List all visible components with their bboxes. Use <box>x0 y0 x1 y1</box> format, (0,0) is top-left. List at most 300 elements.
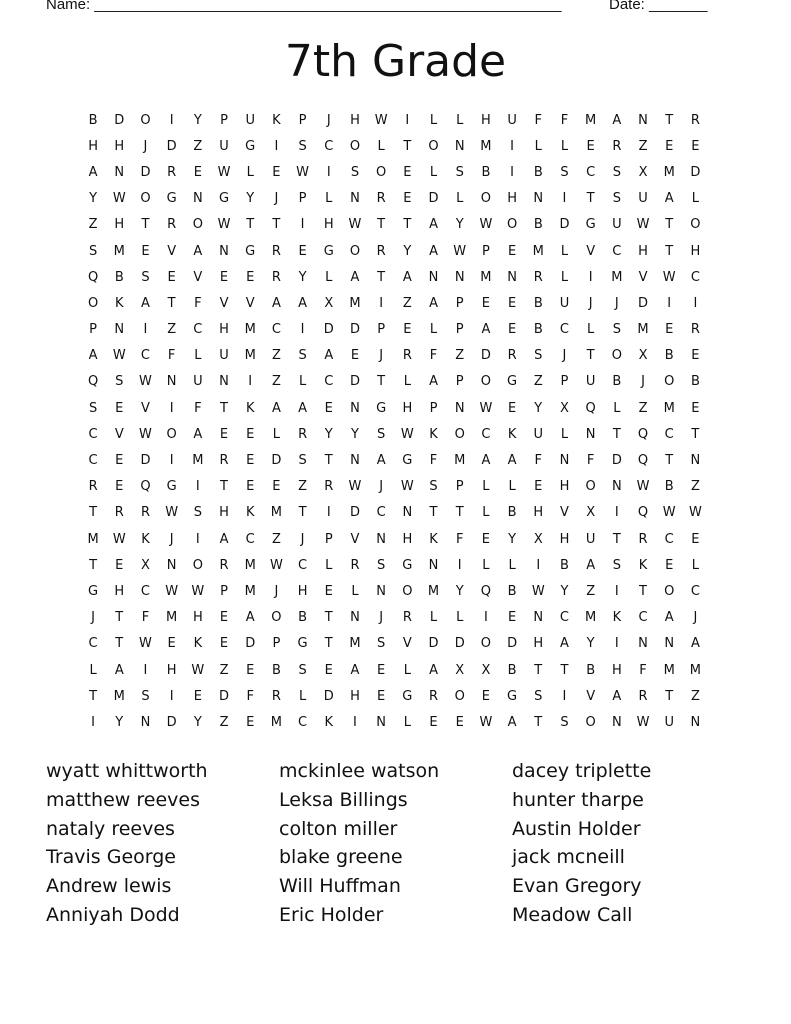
grid-letter: T <box>403 217 412 233</box>
grid-letter: N <box>664 636 675 652</box>
grid-letter: B <box>88 112 98 128</box>
grid-letter: Q <box>480 583 492 599</box>
grid-letter: T <box>324 453 333 469</box>
grid-letter: D <box>323 688 334 704</box>
grid-letter: B <box>507 583 517 599</box>
grid-letter: I <box>405 112 410 128</box>
grid-letter: T <box>220 400 228 416</box>
grid-letter: E <box>298 243 307 259</box>
grid-letter: F <box>639 662 647 678</box>
grid-letter: V <box>586 688 596 704</box>
grid-letter: K <box>638 557 648 573</box>
grid-letter: M <box>270 505 283 521</box>
grid-letter: M <box>454 453 466 469</box>
grid-letter: N <box>350 191 360 207</box>
grid-row <box>80 500 709 526</box>
grid-letter: Y <box>115 714 124 730</box>
grid-letter: N <box>114 322 125 338</box>
word-bank-item: wyatt whittworth <box>46 760 208 782</box>
grid-letter: Q <box>140 479 151 495</box>
grid-letter: B <box>533 322 543 338</box>
grid-letter: K <box>324 714 334 730</box>
grid-letter: S <box>612 557 621 573</box>
grid-letter: T <box>115 636 124 652</box>
grid-letter: R <box>612 138 622 154</box>
grid-letter: W <box>662 505 676 521</box>
grid-letter: T <box>377 269 386 285</box>
grid-letter: W <box>112 191 126 207</box>
grid-letter: P <box>272 636 281 652</box>
grid-letter: S <box>193 505 202 521</box>
grid-letter: U <box>612 217 622 233</box>
grid-letter: G <box>402 557 413 573</box>
grid-letter: B <box>507 505 517 521</box>
grid-letter: L <box>482 479 490 495</box>
grid-row <box>80 605 709 631</box>
grid-letter: D <box>559 217 570 233</box>
grid-letter: R <box>140 505 150 521</box>
grid-letter: S <box>534 688 543 704</box>
grid-letter: Z <box>193 138 203 154</box>
word-bank-item: Eric Holder <box>279 903 384 926</box>
grid-letter: E <box>507 322 517 338</box>
grid-letter: L <box>246 164 254 180</box>
grid-letter: T <box>586 348 595 364</box>
grid-row <box>80 683 709 709</box>
grid-letter: E <box>141 243 150 259</box>
grid-letter: B <box>664 348 674 364</box>
grid-letter: T <box>272 217 281 233</box>
grid-letter: T <box>691 426 700 442</box>
grid-row <box>80 526 709 552</box>
grid-letter: G <box>245 138 256 154</box>
grid-letter: K <box>272 112 281 128</box>
grid-letter: A <box>298 400 308 416</box>
grid-letter: K <box>245 505 255 521</box>
grid-letter: L <box>325 269 333 285</box>
word-bank-item: Austin Holder <box>512 817 641 840</box>
grid-letter: H <box>114 138 125 154</box>
grid-letter: Z <box>271 348 281 364</box>
grid-letter: A <box>298 295 308 311</box>
grid-letter: V <box>193 269 203 285</box>
grid-letter: L <box>482 505 490 521</box>
grid-letter: L <box>482 557 490 573</box>
grid-letter: P <box>220 583 228 599</box>
grid-letter: R <box>271 243 281 259</box>
grid-letter: R <box>402 348 412 364</box>
grid-letter: E <box>691 138 700 154</box>
grid-letter: P <box>455 479 464 495</box>
grid-letter: L <box>534 138 542 154</box>
grid-letter: F <box>586 453 595 469</box>
grid-letter: Q <box>87 374 99 390</box>
grid-letter: X <box>455 662 465 678</box>
grid-letter: D <box>271 453 282 469</box>
grid-letter: F <box>534 112 543 128</box>
grid-letter: W <box>191 662 205 678</box>
grid-letter: I <box>379 295 384 311</box>
grid-letter: E <box>403 322 412 338</box>
grid-letter: E <box>115 557 124 573</box>
grid-letter: A <box>350 269 360 285</box>
grid-letter: D <box>611 453 622 469</box>
grid-letter: S <box>377 636 386 652</box>
grid-letter: K <box>429 531 438 547</box>
grid-letter: L <box>325 557 333 573</box>
grid-letter: C <box>88 426 98 442</box>
grid-letter: Y <box>455 583 464 599</box>
grid-letter: I <box>169 400 174 416</box>
grid-letter: D <box>140 164 151 180</box>
grid-letter: W <box>165 505 179 521</box>
grid-letter: A <box>690 636 700 652</box>
grid-letter: O <box>349 138 361 154</box>
grid-letter: M <box>689 662 702 678</box>
grid-letter: I <box>483 610 488 626</box>
grid-letter: H <box>297 583 308 599</box>
grid-letter: M <box>427 583 440 599</box>
grid-letter: K <box>612 610 622 626</box>
grid-letter: E <box>219 269 229 285</box>
word-bank-column <box>46 757 279 930</box>
grid-letter: A <box>429 243 438 259</box>
grid-letter: E <box>324 583 333 599</box>
grid-letter: L <box>456 610 464 626</box>
grid-letter: Y <box>193 714 202 730</box>
grid-letter: N <box>192 191 203 207</box>
grid-letter: W <box>296 164 310 180</box>
grid-row <box>80 290 709 316</box>
grid-letter: T <box>115 610 124 626</box>
grid-letter: B <box>533 164 543 180</box>
grid-letter: O <box>428 138 439 154</box>
grid-letter: U <box>585 374 596 390</box>
grid-letter: Z <box>690 479 700 495</box>
grid-letter: V <box>219 295 229 311</box>
grid-letter: V <box>560 505 569 521</box>
grid-letter: L <box>429 164 438 180</box>
grid-letter: G <box>585 217 596 233</box>
grid-letter: G <box>402 453 413 469</box>
grid-letter: O <box>664 374 675 390</box>
grid-letter: C <box>140 348 150 364</box>
grid-letter: I <box>562 191 567 207</box>
grid-letter: N <box>454 269 465 285</box>
grid-letter: H <box>219 505 229 521</box>
grid-letter: L <box>351 583 359 599</box>
grid-letter: S <box>560 714 569 730</box>
grid-letter: H <box>114 583 125 599</box>
grid-letter: W <box>400 479 414 495</box>
grid-letter: P <box>455 322 464 338</box>
date-field-label: Date: _______ <box>609 0 708 13</box>
grid-letter: A <box>507 453 517 469</box>
grid-letter: W <box>217 164 231 180</box>
grid-letter: F <box>194 400 202 416</box>
grid-letter: Q <box>637 453 649 469</box>
grid-row <box>80 552 709 578</box>
grid-letter: A <box>193 426 203 442</box>
grid-letter: H <box>350 688 360 704</box>
grid-letter: M <box>663 662 675 678</box>
grid-letter: P <box>560 374 569 390</box>
grid-letter: S <box>377 426 386 442</box>
grid-letter: D <box>349 374 360 390</box>
grid-row <box>80 447 709 473</box>
grid-letter: Q <box>87 269 99 285</box>
grid-letter: H <box>192 610 203 626</box>
grid-letter: C <box>690 583 700 599</box>
grid-letter: J <box>379 348 384 364</box>
grid-letter: H <box>638 243 648 259</box>
grid-letter: A <box>612 688 622 704</box>
grid-letter: T <box>665 112 674 128</box>
grid-letter: H <box>88 138 98 154</box>
grid-letter: I <box>536 557 541 573</box>
grid-letter: V <box>245 295 255 311</box>
grid-letter: L <box>403 662 411 678</box>
grid-letter: S <box>141 269 150 285</box>
grid-letter: L <box>403 714 411 730</box>
grid-letter: O <box>140 191 151 207</box>
grid-letter: H <box>402 531 413 547</box>
grid-letter: C <box>88 636 98 652</box>
grid-letter: L <box>429 322 438 338</box>
grid-letter: E <box>481 295 491 311</box>
grid-letter: O <box>140 112 151 128</box>
grid-letter: D <box>638 295 649 311</box>
grid-letter: T <box>141 217 150 233</box>
grid-row <box>80 578 709 604</box>
grid-letter: P <box>298 191 307 207</box>
grid-letter: X <box>560 400 569 416</box>
grid-letter: E <box>429 714 438 730</box>
grid-letter: B <box>664 479 674 495</box>
grid-letter: S <box>429 479 438 495</box>
grid-letter: A <box>560 636 569 652</box>
grid-letter: W <box>348 479 362 495</box>
grid-letter: B <box>612 374 622 390</box>
grid-letter: H <box>323 217 334 233</box>
grid-letter: R <box>167 217 177 233</box>
grid-letter: E <box>403 164 412 180</box>
grid-letter: C <box>193 322 203 338</box>
grid-letter: C <box>638 610 648 626</box>
grid-letter: H <box>350 112 360 128</box>
grid-letter: X <box>481 662 491 678</box>
grid-letter: O <box>690 217 701 233</box>
grid-letter: Z <box>455 348 465 364</box>
grid-letter: S <box>350 164 360 180</box>
grid-letter: G <box>376 400 387 416</box>
grid-letter: I <box>457 557 462 573</box>
grid-letter: N <box>638 636 648 652</box>
grid-letter: N <box>166 557 177 573</box>
grid-letter: Z <box>638 138 648 154</box>
grid-letter: D <box>690 164 701 180</box>
grid-letter: E <box>193 688 202 704</box>
grid-letter: M <box>270 714 283 730</box>
grid-letter: N <box>533 610 544 626</box>
grid-letter: T <box>89 505 98 521</box>
grid-letter: T <box>612 426 621 442</box>
word-bank-item: Meadow Call <box>512 903 633 926</box>
grid-letter: O <box>585 479 596 495</box>
grid-letter: J <box>274 191 279 207</box>
grid-letter: E <box>481 688 491 704</box>
grid-letter: T <box>220 479 228 495</box>
grid-letter: M <box>192 453 204 469</box>
grid-letter: U <box>507 112 517 128</box>
grid-letter: N <box>638 112 648 128</box>
grid-letter: G <box>507 688 518 704</box>
grid-letter: Y <box>508 531 517 547</box>
grid-letter: I <box>693 295 698 311</box>
grid-letter: F <box>141 610 150 626</box>
grid-letter: Y <box>298 269 307 285</box>
grid-letter: P <box>220 112 228 128</box>
grid-letter: M <box>480 269 492 285</box>
grid-letter: L <box>613 400 621 416</box>
grid-letter: E <box>219 610 229 626</box>
grid-letter: G <box>166 479 177 495</box>
grid-letter: A <box>141 295 150 311</box>
grid-letter: E <box>246 269 255 285</box>
grid-letter: V <box>402 636 412 652</box>
grid-letter: M <box>611 269 623 285</box>
grid-letter: U <box>533 426 544 442</box>
grid-letter: T <box>324 636 333 652</box>
grid-letter: Z <box>88 217 98 233</box>
grid-letter: P <box>377 322 386 338</box>
grid-letter: D <box>140 453 151 469</box>
grid-letter: C <box>245 531 255 547</box>
grid-letter: R <box>376 191 386 207</box>
grid-letter: O <box>480 191 492 207</box>
grid-letter: I <box>614 505 619 521</box>
grid-letter: S <box>377 557 386 573</box>
word-bank-item: Will Huffman <box>279 875 401 898</box>
grid-letter: N <box>219 243 229 259</box>
grid-letter: T <box>665 243 674 259</box>
grid-letter: Y <box>403 243 412 259</box>
grid-letter: M <box>585 112 597 128</box>
grid-letter: R <box>507 348 517 364</box>
grid-letter: I <box>274 138 279 154</box>
grid-letter: H <box>559 479 570 495</box>
word-bank-item: dacey triplette <box>512 760 652 782</box>
grid-letter: V <box>350 531 360 547</box>
grid-letter: R <box>638 688 648 704</box>
grid-letter: F <box>194 295 202 311</box>
grid-letter: H <box>114 217 125 233</box>
grid-row <box>80 395 709 421</box>
grid-letter: I <box>326 164 331 180</box>
grid-letter: E <box>350 348 360 364</box>
grid-letter: E <box>246 453 255 469</box>
grid-letter: F <box>429 453 438 469</box>
grid-letter: D <box>428 636 439 652</box>
word-bank-item: Andrew lewis <box>46 875 172 898</box>
grid-letter: K <box>115 295 124 311</box>
grid-letter: O <box>506 217 518 233</box>
grid-letter: D <box>454 636 465 652</box>
grid-letter: E <box>455 714 464 730</box>
grid-letter: W <box>139 636 152 652</box>
grid-row <box>80 317 709 343</box>
grid-letter: N <box>507 269 517 285</box>
grid-letter: C <box>324 374 334 390</box>
grid-letter: H <box>481 112 491 128</box>
grid-letter: T <box>377 217 386 233</box>
word-bank-item: Evan Gregory <box>512 875 642 898</box>
word-bank-item: mckinlee watson <box>279 760 440 782</box>
grid-letter: V <box>638 269 648 285</box>
grid-letter: J <box>274 583 279 599</box>
grid-letter: F <box>429 348 438 364</box>
word-bank-item: Anniyah Dodd <box>46 903 180 926</box>
grid-letter: R <box>376 243 386 259</box>
grid-letter: Z <box>638 400 648 416</box>
grid-letter: C <box>586 164 596 180</box>
grid-letter: N <box>350 400 360 416</box>
grid-letter: E <box>691 348 700 364</box>
grid-letter: K <box>429 426 438 442</box>
grid-letter: L <box>560 269 569 285</box>
page-title: 7th Grade <box>284 36 507 87</box>
grid-letter: J <box>641 374 645 390</box>
grid-letter: S <box>298 662 307 678</box>
grid-letter: A <box>88 348 98 364</box>
grid-row <box>80 474 709 500</box>
grid-letter: D <box>166 714 177 730</box>
grid-letter: A <box>481 453 491 469</box>
grid-letter: E <box>324 400 333 416</box>
word-bank-item: nataly reeves <box>46 817 175 840</box>
grid-letter: S <box>534 348 543 364</box>
grid-letter: L <box>691 191 700 207</box>
grid-row <box>80 264 709 290</box>
grid-letter: R <box>690 112 700 128</box>
grid-letter: T <box>665 453 674 469</box>
grid-letter: O <box>271 610 282 626</box>
grid-letter: R <box>88 479 98 495</box>
grid-letter: L <box>508 479 516 495</box>
grid-letter: H <box>219 322 229 338</box>
grid-letter: Z <box>533 374 543 390</box>
grid-letter: F <box>534 453 543 469</box>
grid-letter: X <box>638 164 648 180</box>
grid-letter: C <box>376 505 386 521</box>
grid-letter: L <box>456 191 464 207</box>
grid-letter: L <box>298 374 307 390</box>
grid-letter: E <box>115 479 124 495</box>
grid-letter: J <box>169 531 174 547</box>
grid-letter: M <box>87 531 99 547</box>
grid-letter: A <box>350 662 360 678</box>
grid-row <box>80 186 709 212</box>
grid-letter: N <box>166 374 177 390</box>
word-bank-item: colton miller <box>279 817 398 840</box>
grid-letter: N <box>559 453 570 469</box>
grid-letter: B <box>271 662 281 678</box>
grid-letter: Y <box>534 400 543 416</box>
grid-letter: D <box>323 322 334 338</box>
grid-letter: A <box>271 400 281 416</box>
grid-letter: W <box>636 217 650 233</box>
grid-letter: U <box>559 295 570 311</box>
